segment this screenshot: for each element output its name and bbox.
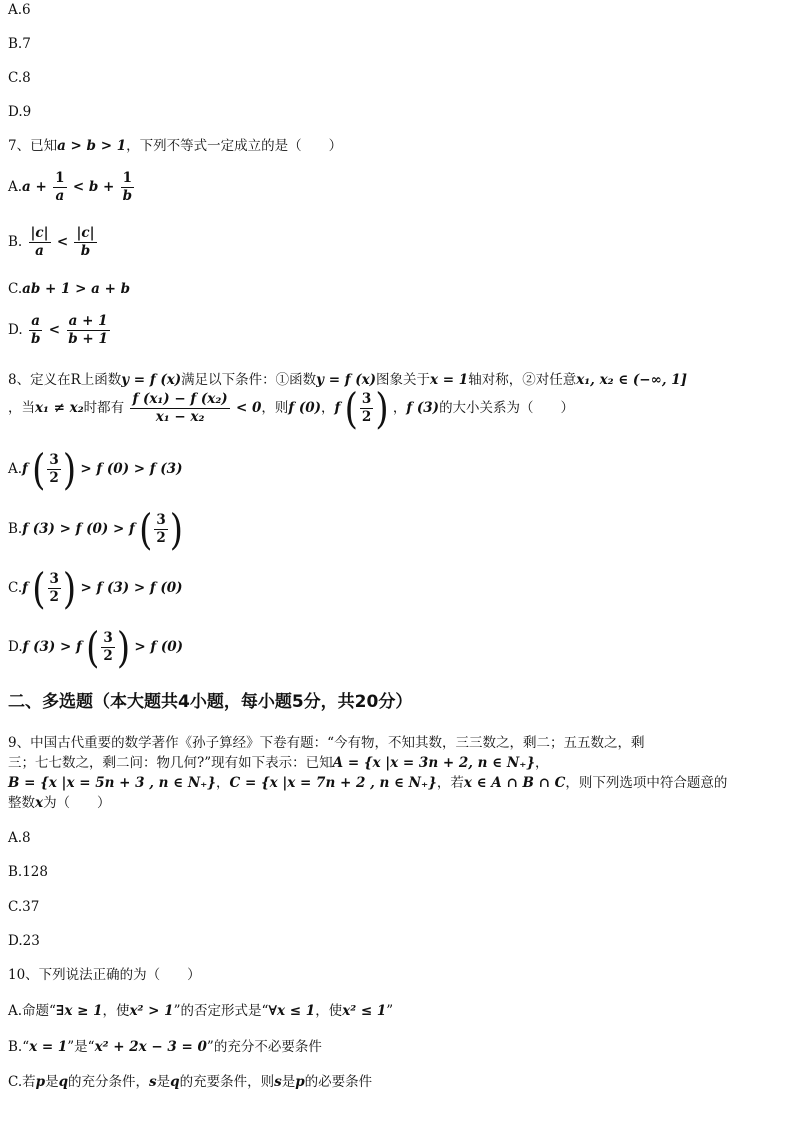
q9-option-c: C.37 bbox=[8, 899, 40, 915]
q9-option-d: D.23 bbox=[8, 933, 40, 949]
fraction: $\frac{\text{f (x₁) − f (x₂)}}{\text{x₁ − x₂}}$ bbox=[132, 391, 228, 425]
paren-fraction: ( $\frac{3}{2}$ ) bbox=[344, 383, 389, 434]
q9-option-a: A.8 bbox=[8, 830, 31, 846]
q8-stem-line1: 8、定义在R上函数y = f (x)满足以下条件：①函数y = f (x)图象关于x = 1轴对称，②对任意x₁, x₂ ∈ (−∞, 1] bbox=[8, 372, 688, 388]
q7-stem: 7、已知a > b > 1，下列不等式一定成立的是（ ） bbox=[8, 138, 343, 154]
q6-option-c: C.8 bbox=[8, 70, 31, 86]
q6-option-d: D.9 bbox=[8, 104, 32, 120]
q8-option-c: C.f ( $\frac{3}{2}$ ) > f (3) > f (0) bbox=[8, 563, 183, 614]
paren-fraction: ( $\frac{3}{2}$ ) bbox=[32, 444, 77, 495]
q6-option-b: B.7 bbox=[8, 36, 31, 52]
fraction: $\frac{1}{b}$ bbox=[122, 170, 133, 204]
q10-option-a: A.命题“∃x ≥ 1，使x² > 1”的否定形式是“∀x ≤ 1，使x² ≤ 1” bbox=[8, 1003, 394, 1019]
q9-stem-line1: 9、中国古代重要的数学著作《孙子算经》下卷有题：“今有物，不知其数，三三数之，剩二；五五数之，剩 bbox=[8, 735, 645, 751]
paren-fraction: ( $\frac{3}{2}$ ) bbox=[139, 504, 184, 555]
q9-stem-line4: 整数x为（ ） bbox=[8, 795, 111, 811]
fraction: $\frac{|c|}{b}$ bbox=[76, 225, 95, 259]
section-heading-multiple-choice: 二、多选题（本大题共4小题，每小题5分，共20分） bbox=[8, 692, 413, 712]
fraction: $\frac{a}{b}$ bbox=[30, 313, 41, 347]
q8-option-d: D.f (3) > f ( $\frac{3}{2}$ ) > f (0) bbox=[8, 622, 184, 673]
fraction: $\frac{|c|}{a}$ bbox=[30, 225, 49, 259]
q7-option-b: B. $\frac{|c|}{a}$ < $\frac{|c|}{b}$ bbox=[8, 225, 95, 259]
q9-stem-line3: B = {x |x = 5n + 3 , n ∈ N₊}，C = {x |x = 7n + 2 , n ∈ N₊}，若x ∈ A ∩ B ∩ C，则下列选项中符合题意的 bbox=[8, 775, 728, 791]
q8-option-a: A.f ( $\frac{3}{2}$ ) > f (0) > f (3) bbox=[8, 444, 183, 495]
q8-stem-line2: ，当x₁ ≠ x₂时都有 $\frac{\text{f (x₁) − f (x₂)}}{\text{x₁ − x₂}}$ < 0，则f (0)，f ( $\frac{3}{2}$ ) ，f (3)的大小关系为（ ） bbox=[8, 383, 575, 434]
q7-option-a: A.a + $\frac{1}{a}$ < b + $\frac{1}{b}$ bbox=[8, 170, 133, 204]
fraction: $\frac{1}{a}$ bbox=[55, 170, 65, 204]
q6-option-a: A.6 bbox=[8, 2, 31, 18]
q10-stem: 10、下列说法正确的为（ ） bbox=[8, 967, 201, 983]
q8-option-b: B.f (3) > f (0) > f ( $\frac{3}{2}$ ) bbox=[8, 504, 184, 555]
q7-option-d: D. $\frac{a}{b}$ < $\frac{a + 1}{b + 1}$ bbox=[8, 313, 108, 347]
q10-option-c: C.若p是q的充分条件，s是q的充要条件，则s是p的必要条件 bbox=[8, 1074, 373, 1090]
paren-fraction: ( $\frac{3}{2}$ ) bbox=[32, 563, 77, 614]
q10-option-b: B.“x = 1”是“x² + 2x − 3 = 0”的充分不必要条件 bbox=[8, 1039, 322, 1055]
paren-fraction: ( $\frac{3}{2}$ ) bbox=[86, 622, 131, 673]
q9-stem-line2: 三；七七数之，剩二问：物几何?”现有如下表示：已知A = {x |x = 3n + 2, n ∈ N₊}， bbox=[8, 755, 549, 771]
q9-option-b: B.128 bbox=[8, 864, 48, 880]
q7-option-c: C.ab + 1 > a + b bbox=[8, 281, 131, 297]
fraction: $\frac{a + 1}{b + 1}$ bbox=[68, 313, 108, 347]
